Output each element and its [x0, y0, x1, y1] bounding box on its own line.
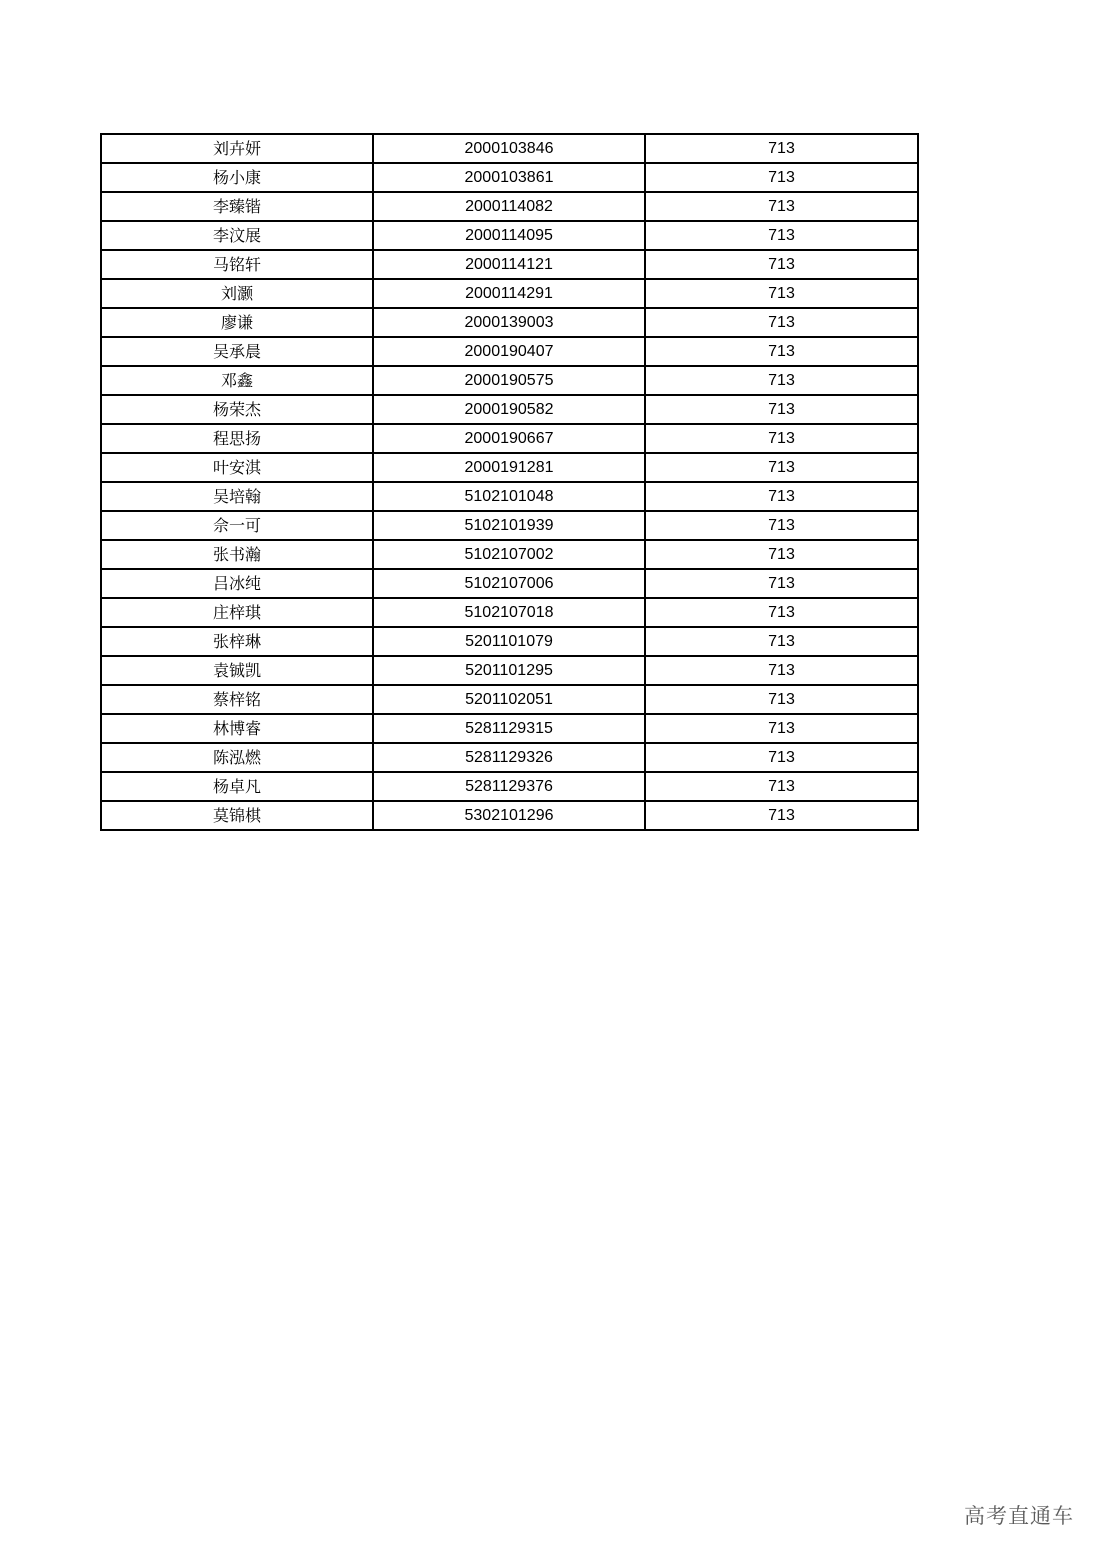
- name-cell: 杨卓凡: [101, 772, 373, 801]
- id-cell: 2000103861: [373, 163, 645, 192]
- table-row: [101, 511, 918, 540]
- table-row: [101, 337, 918, 366]
- table-row: [101, 192, 918, 221]
- table-row: [101, 569, 918, 598]
- table-row: [101, 366, 918, 395]
- score-cell: 713: [645, 250, 918, 279]
- id-cell: 5201101079: [373, 627, 645, 656]
- name-cell: 莫锦棋: [101, 801, 373, 830]
- id-cell: 5201102051: [373, 685, 645, 714]
- name-cell: 程思扬: [101, 424, 373, 453]
- name-cell: 袁铖凯: [101, 656, 373, 685]
- id-cell: 2000190582: [373, 395, 645, 424]
- score-cell: 713: [645, 540, 918, 569]
- table-row: [101, 656, 918, 685]
- table-row: [101, 424, 918, 453]
- id-cell: 5281129376: [373, 772, 645, 801]
- name-cell: 马铭轩: [101, 250, 373, 279]
- id-cell: 2000139003: [373, 308, 645, 337]
- table-row: [101, 250, 918, 279]
- table-row: [101, 134, 918, 163]
- id-cell: 5102107018: [373, 598, 645, 627]
- score-cell: 713: [645, 192, 918, 221]
- name-cell: 杨小康: [101, 163, 373, 192]
- name-cell: 张梓琳: [101, 627, 373, 656]
- score-table-body: [101, 134, 918, 830]
- table-row: [101, 395, 918, 424]
- score-cell: 713: [645, 453, 918, 482]
- table-row: [101, 308, 918, 337]
- score-cell: 713: [645, 308, 918, 337]
- name-cell: 杨荣杰: [101, 395, 373, 424]
- id-cell: 5201101295: [373, 656, 645, 685]
- name-cell: 林博睿: [101, 714, 373, 743]
- name-cell: 蔡梓铭: [101, 685, 373, 714]
- score-cell: 713: [645, 714, 918, 743]
- name-cell: 吴承晨: [101, 337, 373, 366]
- name-cell: 刘卉妍: [101, 134, 373, 163]
- id-cell: 2000191281: [373, 453, 645, 482]
- table-row: [101, 685, 918, 714]
- score-cell: 713: [645, 598, 918, 627]
- table-row: [101, 221, 918, 250]
- table-row: [101, 453, 918, 482]
- score-cell: 713: [645, 163, 918, 192]
- id-cell: 2000190407: [373, 337, 645, 366]
- score-cell: 713: [645, 482, 918, 511]
- id-cell: 2000114291: [373, 279, 645, 308]
- name-cell: 李汶展: [101, 221, 373, 250]
- watermark: 高考直通车: [964, 1504, 1074, 1528]
- score-table: [100, 133, 919, 831]
- id-cell: 5102101048: [373, 482, 645, 511]
- name-cell: 佘一可: [101, 511, 373, 540]
- id-cell: 2000190575: [373, 366, 645, 395]
- name-cell: 吕冰纯: [101, 569, 373, 598]
- table-row: [101, 743, 918, 772]
- name-cell: 邓鑫: [101, 366, 373, 395]
- name-cell: 吴培翰: [101, 482, 373, 511]
- table-row: [101, 279, 918, 308]
- name-cell: 刘灏: [101, 279, 373, 308]
- score-cell: 713: [645, 743, 918, 772]
- score-cell: 713: [645, 772, 918, 801]
- id-cell: 5102107006: [373, 569, 645, 598]
- id-cell: 2000114121: [373, 250, 645, 279]
- score-cell: 713: [645, 221, 918, 250]
- id-cell: 5281129326: [373, 743, 645, 772]
- table-row: [101, 627, 918, 656]
- id-cell: 2000190667: [373, 424, 645, 453]
- name-cell: 李臻锴: [101, 192, 373, 221]
- table-row: [101, 714, 918, 743]
- score-cell: 713: [645, 627, 918, 656]
- id-cell: 2000114082: [373, 192, 645, 221]
- table-row: [101, 772, 918, 801]
- table-row: [101, 540, 918, 569]
- score-cell: 713: [645, 424, 918, 453]
- score-cell: 713: [645, 337, 918, 366]
- name-cell: 叶安淇: [101, 453, 373, 482]
- table-row: [101, 482, 918, 511]
- name-cell: 廖谦: [101, 308, 373, 337]
- score-cell: 713: [645, 685, 918, 714]
- id-cell: 5102107002: [373, 540, 645, 569]
- score-cell: 713: [645, 656, 918, 685]
- table-row: [101, 163, 918, 192]
- id-cell: 5281129315: [373, 714, 645, 743]
- table-row: [101, 598, 918, 627]
- id-cell: 5302101296: [373, 801, 645, 830]
- id-cell: 2000114095: [373, 221, 645, 250]
- id-cell: 5102101939: [373, 511, 645, 540]
- score-cell: 713: [645, 366, 918, 395]
- score-cell: 713: [645, 801, 918, 830]
- name-cell: 张书瀚: [101, 540, 373, 569]
- score-cell: 713: [645, 279, 918, 308]
- id-cell: 2000103846: [373, 134, 645, 163]
- name-cell: 陈泓燃: [101, 743, 373, 772]
- table-row: [101, 801, 918, 830]
- score-cell: 713: [645, 511, 918, 540]
- score-cell: 713: [645, 569, 918, 598]
- name-cell: 庄梓琪: [101, 598, 373, 627]
- score-cell: 713: [645, 134, 918, 163]
- score-cell: 713: [645, 395, 918, 424]
